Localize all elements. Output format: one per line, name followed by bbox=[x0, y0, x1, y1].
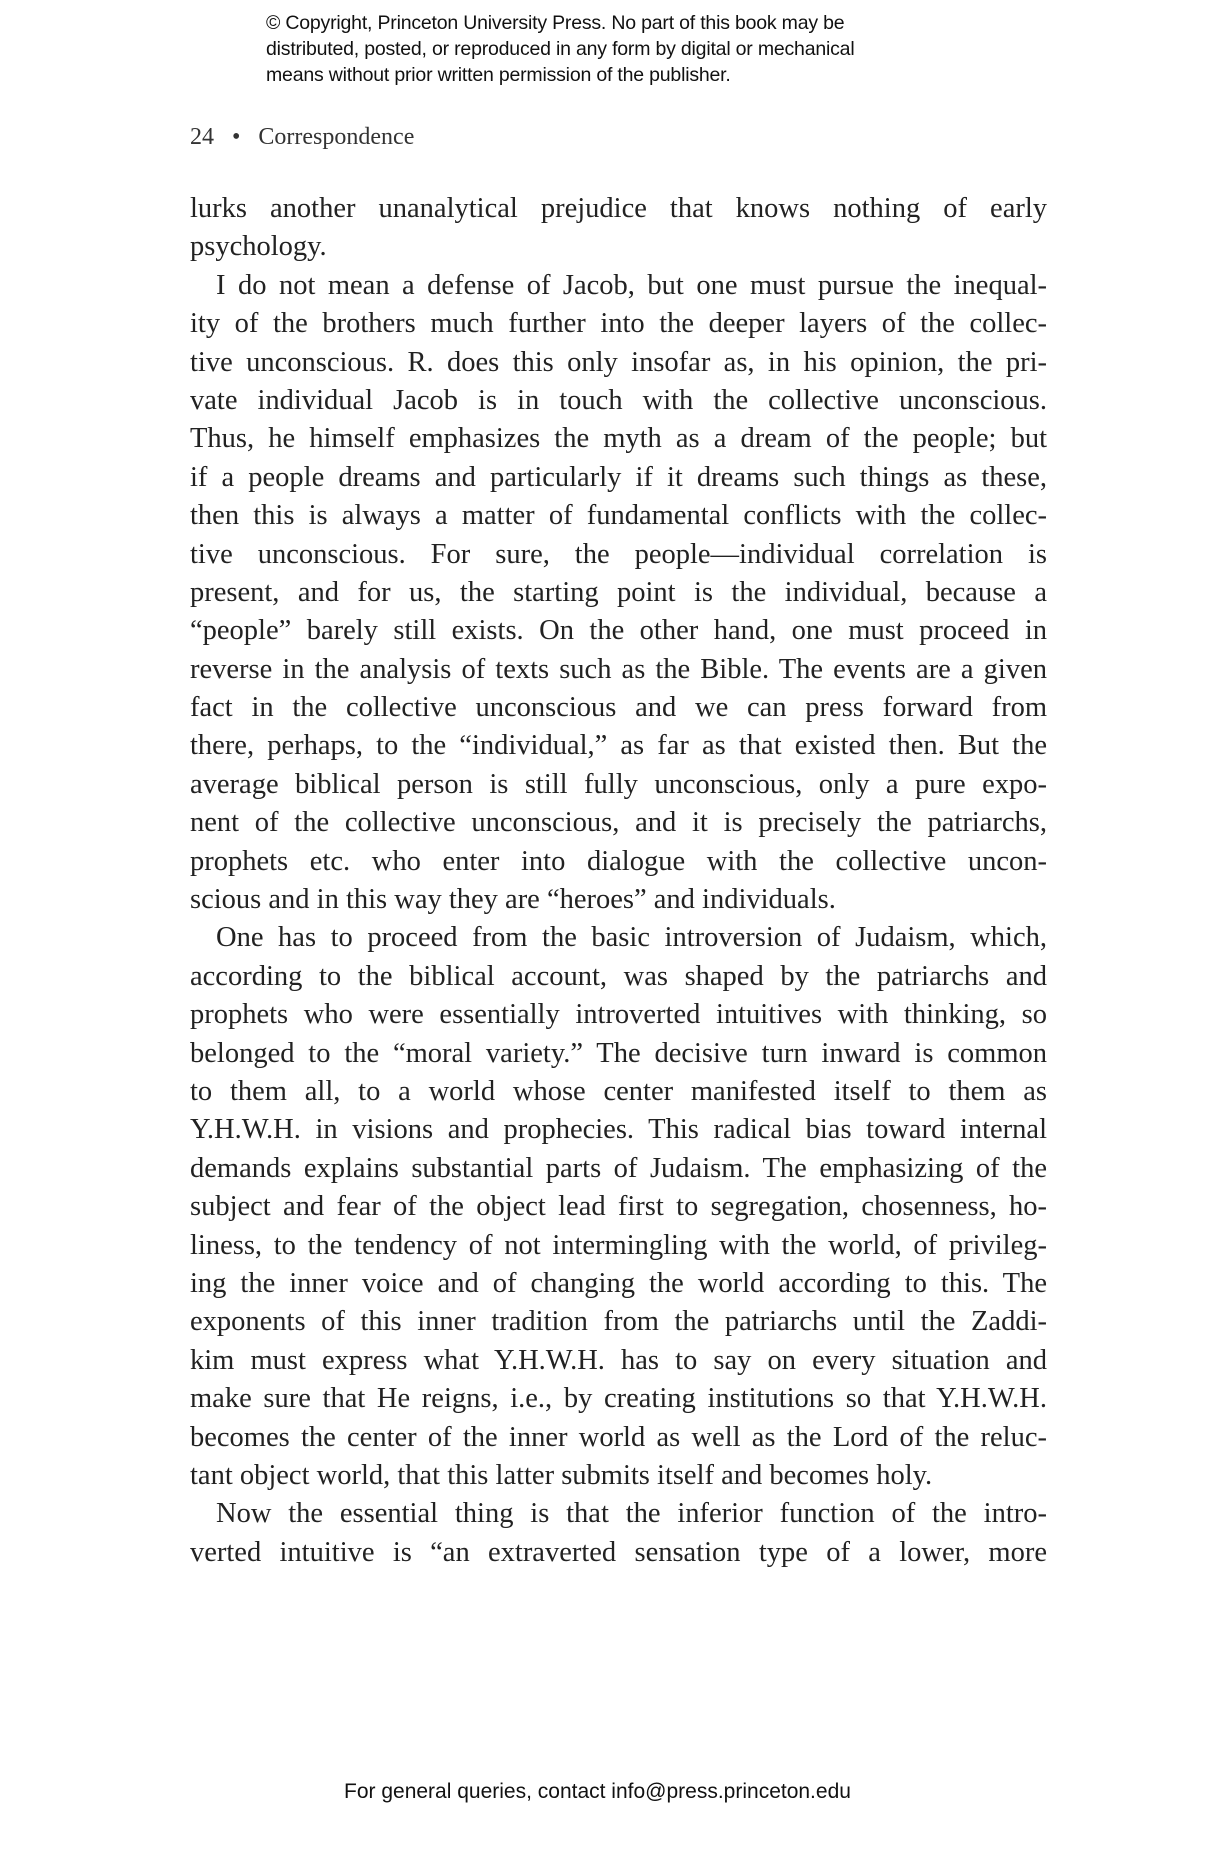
paragraph bbox=[190, 919, 1047, 1495]
text-line: kim must express what Y.H.W.H. has to say on every situation and bbox=[190, 1344, 1047, 1376]
text-line: according to the biblical account, was shaped by the patriarchs and bbox=[190, 960, 1047, 992]
text-line: becomes the center of the inner world as well as the Lord of the reluc- bbox=[190, 1421, 1047, 1453]
text-line: subject and fear of the object lead first to segregation, chosenness, ho- bbox=[190, 1191, 1047, 1223]
text-line: Y.H.W.H. in visions and prophecies. This radical bias toward internal bbox=[190, 1114, 1047, 1146]
text-line: One has to proceed from the basic introversion of Judaism, which, bbox=[216, 922, 1047, 954]
footer-contact: For general queries, contact info@press.princeton.edu bbox=[344, 1780, 851, 1803]
text-line: average biblical person is still fully unconscious, only a pure expo- bbox=[190, 768, 1047, 800]
copyright-line: © Copyright, Princeton University Press. No part of this book may be bbox=[266, 12, 845, 34]
text-line: Now the essential thing is that the inferior function of the intro- bbox=[216, 1498, 1047, 1530]
paragraph bbox=[190, 1495, 1047, 1572]
text-line: scious and in this way they are “heroes” and individuals. bbox=[190, 884, 836, 916]
text-line: make sure that He reigns, i.e., by creating institutions so that Y.H.W.H. bbox=[190, 1383, 1047, 1415]
paragraph bbox=[190, 190, 1047, 267]
text-line: prophets who were essentially introverted intuitives with thinking, so bbox=[190, 999, 1047, 1031]
text-line: verted intuitive is “an extraverted sensation type of a lower, more bbox=[190, 1536, 1047, 1568]
text-line: liness, to the tendency of not intermingling with the world, of privileg- bbox=[190, 1229, 1047, 1261]
text-line: ity of the brothers much further into the deeper layers of the collec- bbox=[190, 308, 1047, 340]
page-number: 24 bbox=[190, 124, 214, 150]
running-head-title: Correspondence bbox=[258, 124, 415, 150]
text-line: prophets etc. who enter into dialogue with the collective uncon- bbox=[190, 845, 1047, 877]
body-text bbox=[190, 190, 1047, 1572]
running-head bbox=[190, 124, 414, 151]
text-line: fact in the collective unconscious and we can press forward from bbox=[190, 692, 1047, 724]
copyright-notice bbox=[266, 10, 854, 88]
text-line: then this is always a matter of fundamental conflicts with the collec- bbox=[190, 500, 1047, 532]
text-line: Thus, he himself emphasizes the myth as a dream of the people; but bbox=[190, 423, 1047, 455]
separator: • bbox=[232, 124, 241, 150]
text-line: exponents of this inner tradition from the patriarchs until the Zaddi- bbox=[190, 1306, 1047, 1338]
text-line: tive unconscious. For sure, the people—individual correlation is bbox=[190, 538, 1047, 570]
text-line: present, and for us, the starting point is the individual, because a bbox=[190, 576, 1047, 608]
text-line: there, perhaps, to the “individual,” as far as that existed then. But the bbox=[190, 730, 1047, 762]
text-line: if a people dreams and particularly if it dreams such things as these, bbox=[190, 461, 1047, 493]
copyright-line: distributed, posted, or reproduced in any form by digital or mechanical bbox=[266, 38, 855, 60]
text-line: ing the inner voice and of changing the world according to this. The bbox=[190, 1267, 1047, 1299]
text-line: “people” barely still exists. On the other hand, one must proceed in bbox=[190, 615, 1047, 647]
text-line: demands explains substantial parts of Judaism. The emphasizing of the bbox=[190, 1152, 1047, 1184]
text-line: belonged to the “moral variety.” The decisive turn inward is common bbox=[190, 1037, 1047, 1069]
text-line: vate individual Jacob is in touch with the collective unconscious. bbox=[190, 384, 1047, 416]
text-line: nent of the collective unconscious, and it is precisely the patriarchs, bbox=[190, 807, 1047, 839]
text-line: psychology. bbox=[190, 231, 327, 263]
text-line: to them all, to a world whose center manifested itself to them as bbox=[190, 1075, 1047, 1107]
text-line: tive unconscious. R. does this only insofar as, in his opinion, the pri- bbox=[190, 346, 1047, 378]
paragraph bbox=[190, 267, 1047, 920]
text-line: tant object world, that this latter submits itself and becomes holy. bbox=[190, 1459, 933, 1491]
text-line: I do not mean a defense of Jacob, but one must pursue the inequal- bbox=[216, 269, 1047, 301]
copyright-line: means without prior written permission of the publisher. bbox=[266, 64, 731, 86]
text-line: reverse in the analysis of texts such as the Bible. The events are a given bbox=[190, 653, 1047, 685]
text-line: lurks another unanalytical prejudice that knows nothing of early bbox=[190, 193, 1047, 224]
